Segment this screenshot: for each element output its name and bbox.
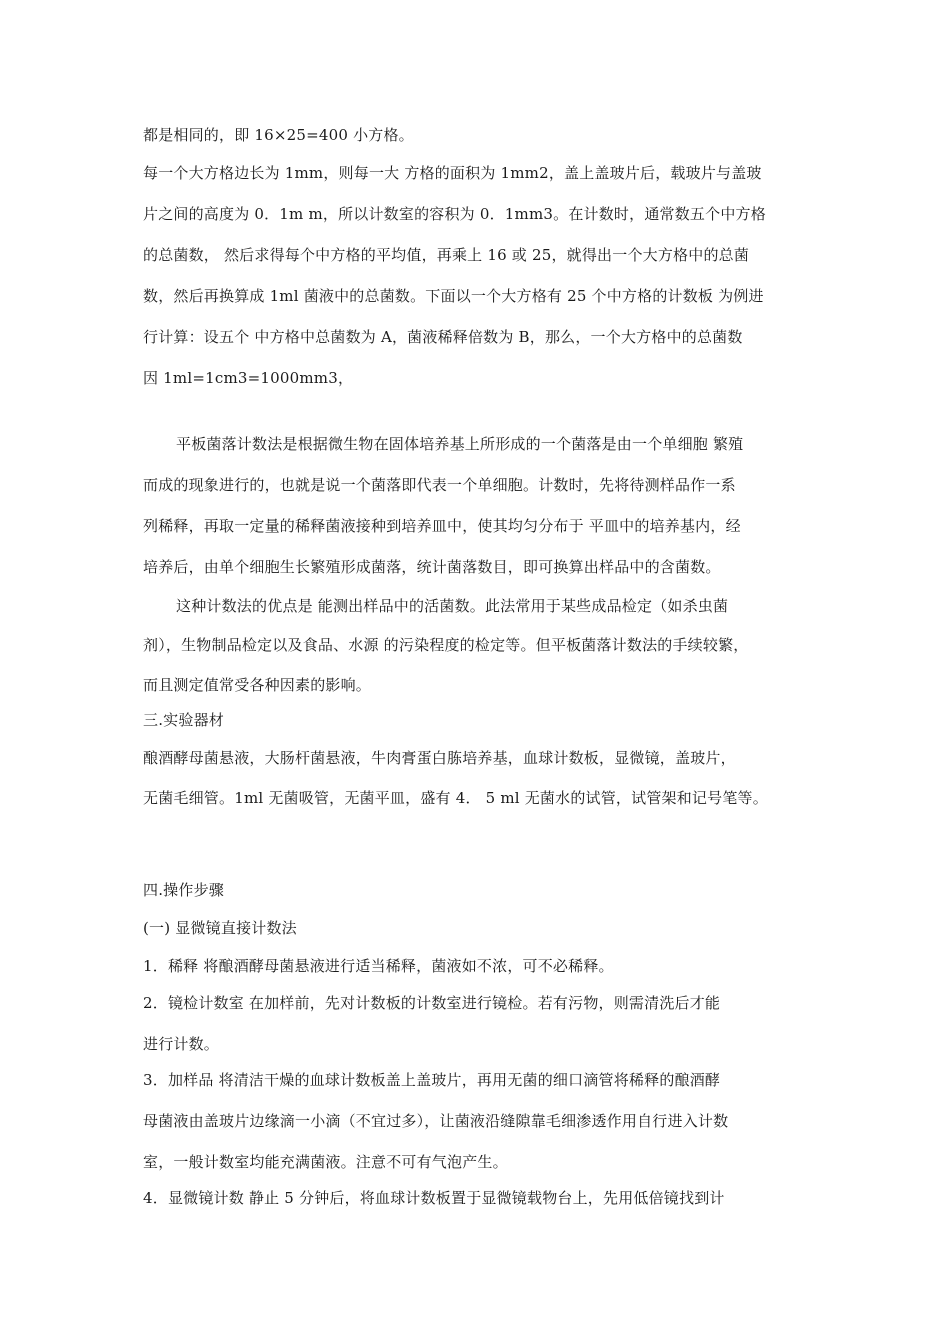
text-line: 无菌毛细管。1ml 无菌吸管，无菌平皿，盛有 4． 5 ml 无菌水的试管，试管架和记号笔等。	[143, 789, 768, 807]
text-line: 都是相同的，即 16×25=400 小方格。	[143, 126, 414, 144]
text-line: 而且测定值常受各种因素的影响。	[143, 676, 372, 694]
text-line: 室，一般计数室均能充满菌液。注意不可有气泡产生。	[143, 1153, 508, 1171]
text-line: 平板菌落计数法是根据微生物在固体培养基上所形成的一个菌落是由一个单细胞 繁殖	[176, 435, 744, 453]
text-line: 数，然后再换算成 1ml 菌液中的总菌数。下面以一个大方格有 25 个中方格的计数板 为例进	[143, 287, 764, 305]
text-line: 而成的现象进行的，也就是说一个菌落即代表一个单细胞。计数时，先将待测样品作一系	[143, 476, 736, 494]
text-line: 培养后，由单个细胞生长繁殖形成菌落，统计菌落数目，即可换算出样品中的含菌数。	[143, 558, 721, 576]
text-line: 行计算：设五个 中方格中总菌数为 A，菌液稀释倍数为 B，那么，一个大方格中的总菌数	[143, 328, 743, 346]
text-line: 母菌液由盖玻片边缘滴一小滴（不宜过多），让菌液沿缝隙靠毛细渗透作用自行进入计数	[143, 1112, 729, 1130]
text-line: 的总菌数， 然后求得每个中方格的平均值，再乘上 16 或 25，就得出一个大方格中的总菌	[143, 246, 750, 264]
text-line: 因 1ml=1cm3=1000mm3，	[143, 369, 354, 387]
text-line: 3．加样品 将清洁干燥的血球计数板盖上盖玻片，再用无菌的细口滴管将稀释的酿酒酵	[143, 1071, 721, 1089]
text-line: 酿酒酵母菌悬液，大肠杆菌悬液，牛肉膏蛋白胨培养基，血球计数板，显微镜，盖玻片，	[143, 749, 736, 767]
text-line: 1．稀释 将酿酒酵母菌悬液进行适当稀释，菌液如不浓，可不必稀释。	[143, 957, 614, 975]
text-line: 2．镜检计数室 在加样前，先对计数板的计数室进行镜检。若有污物，则需清洗后才能	[143, 994, 721, 1012]
text-line: 剂），生物制品检定以及食品、水源 的污染程度的检定等。但平板菌落计数法的手续较繁，	[143, 636, 749, 654]
text-line: 4．显微镜计数 静止 5 分钟后，将血球计数板置于显微镜载物台上，先用低倍镜找到计	[143, 1189, 725, 1207]
text-line: 进行计数。	[143, 1035, 220, 1053]
section-heading: 四.操作步骤	[143, 881, 224, 899]
text-line: 这种计数法的优点是 能测出样品中的活菌数。此法常用于某些成品检定（如杀虫菌	[176, 597, 729, 615]
text-line: 列稀释，再取一定量的稀释菌液接种到培养皿中，使其均匀分布于 平皿中的培养基内，经	[143, 517, 741, 535]
text-line: 片之间的高度为 0．1m m，所以计数室的容积为 0．1mm3。在计数时，通常数五个中方格	[143, 205, 766, 223]
subsection-heading: (一) 显微镜直接计数法	[143, 919, 297, 937]
section-heading: 三.实验器材	[143, 711, 224, 729]
text-line: 每一个大方格边长为 1mm，则每一大 方格的面积为 1mm2，盖上盖玻片后，载玻片与盖玻	[143, 164, 762, 182]
